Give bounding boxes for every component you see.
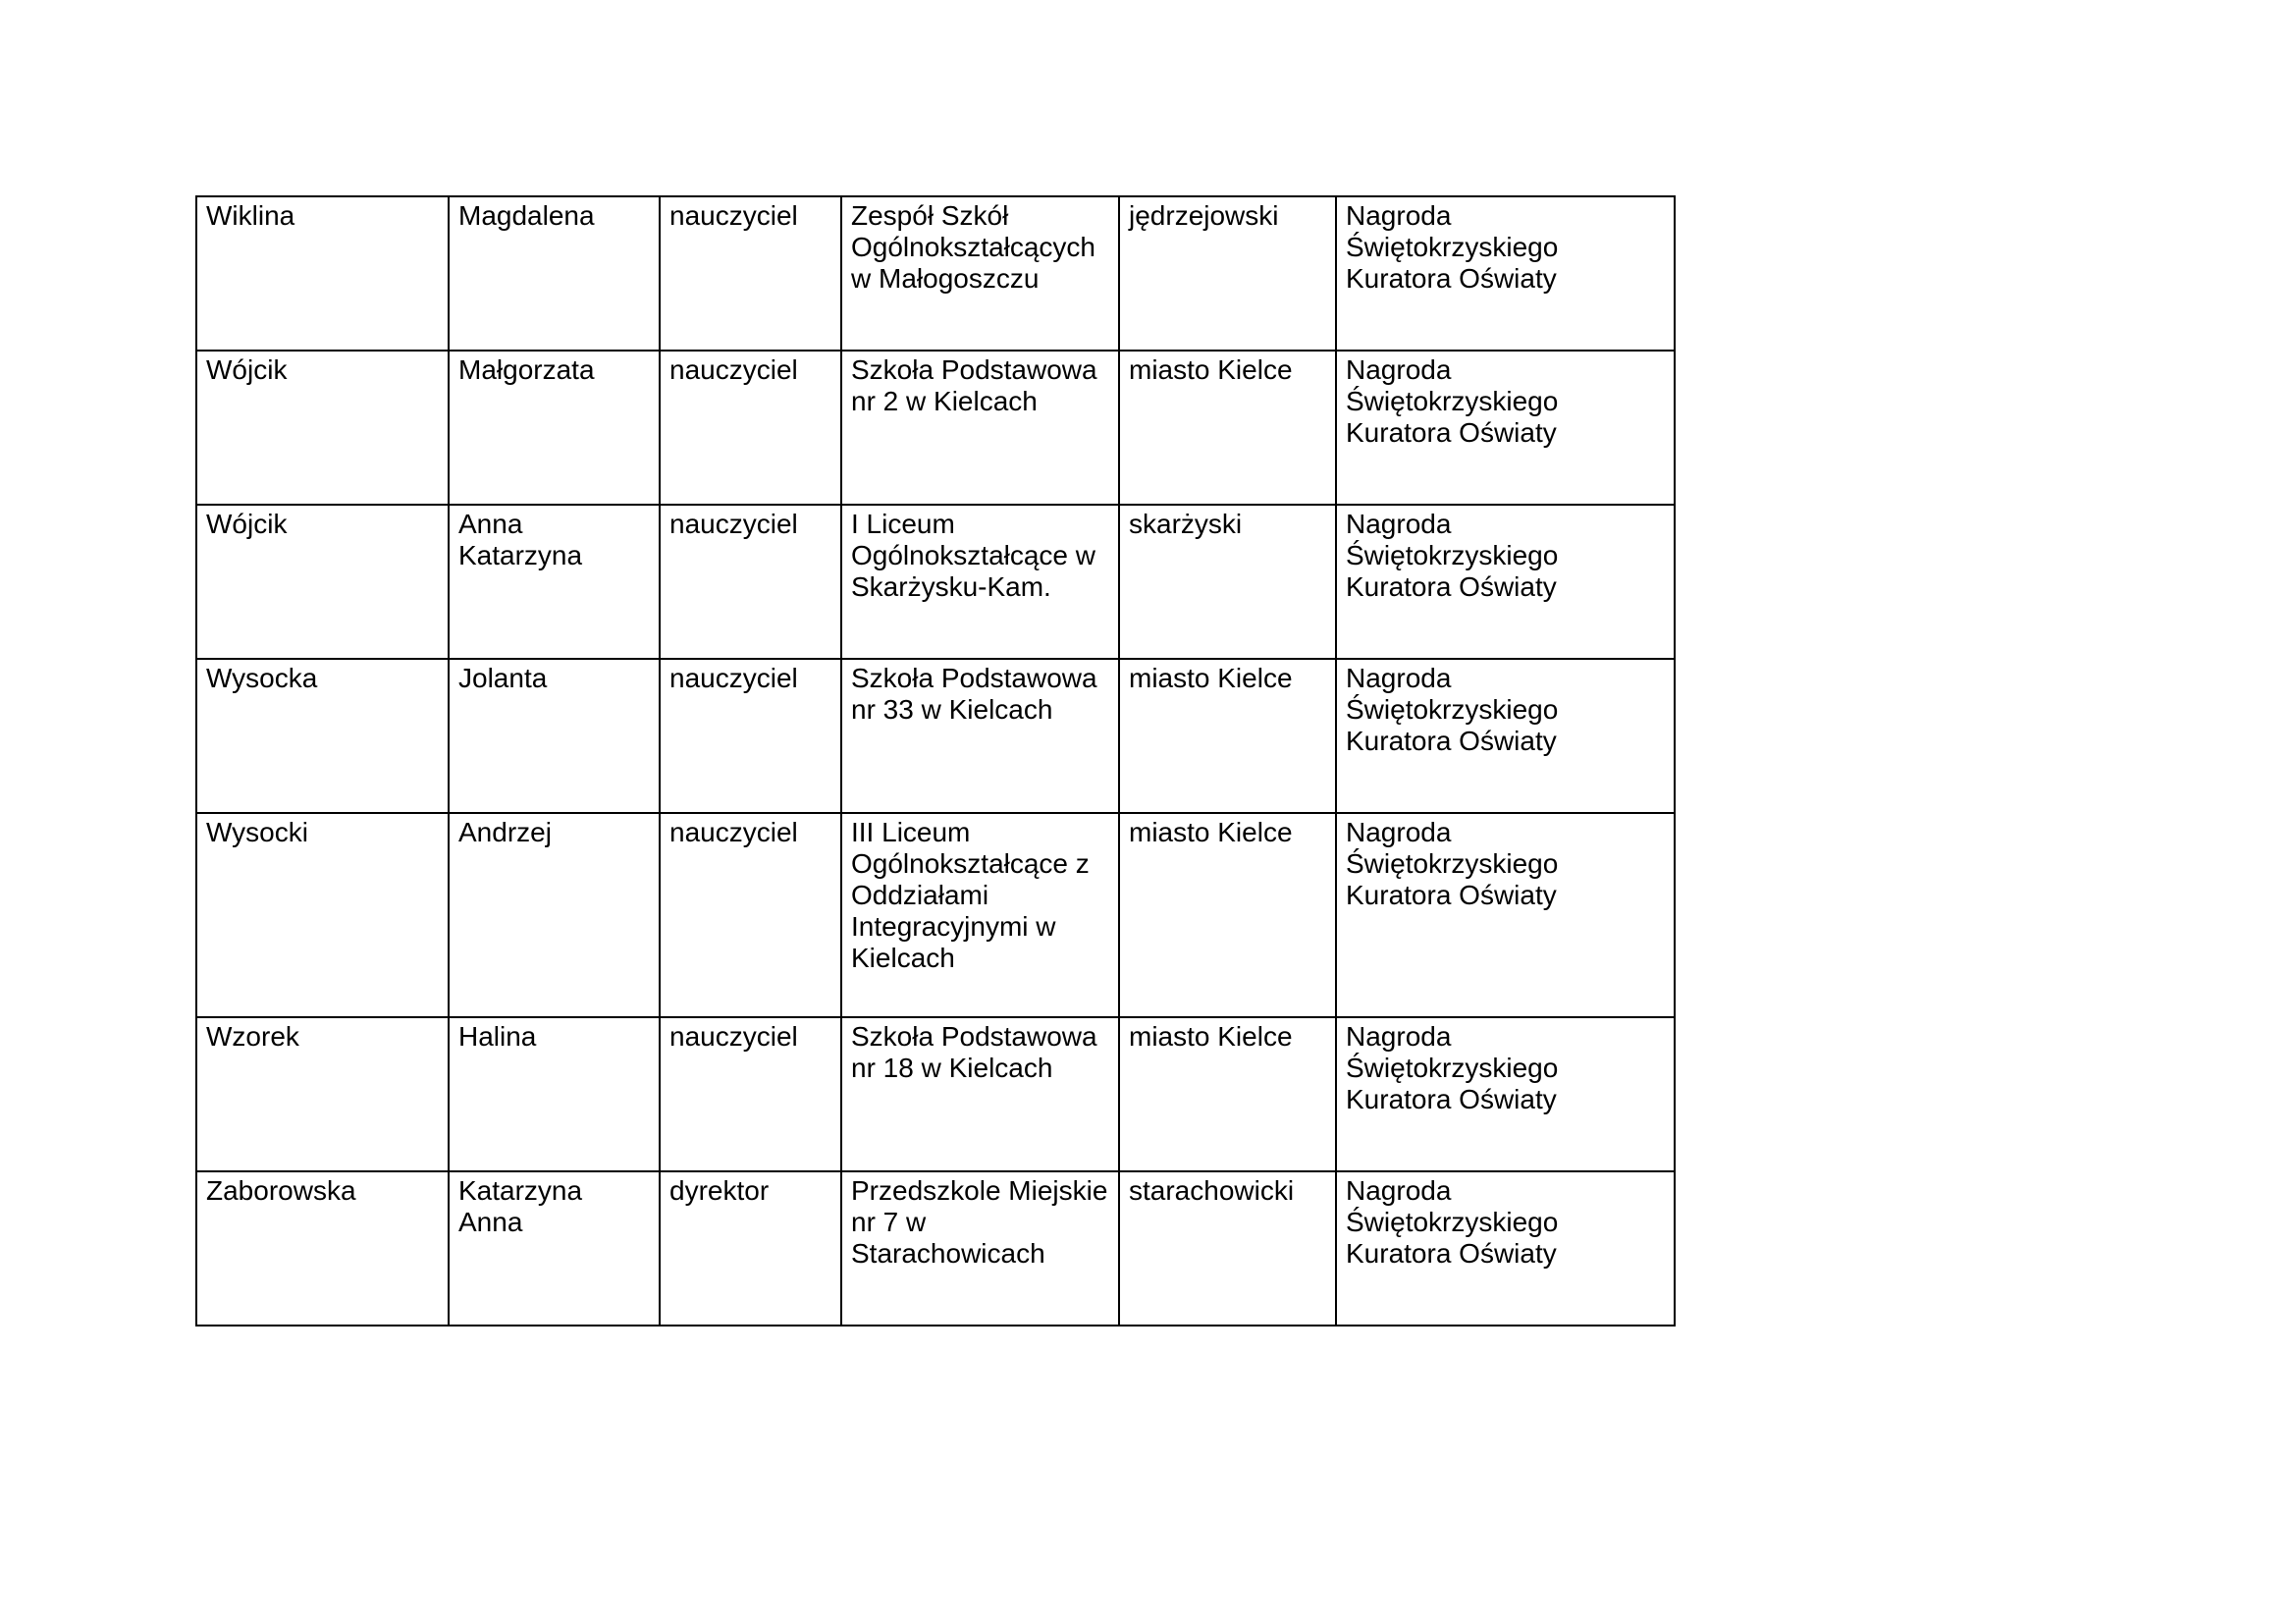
- position-cell: nauczyciel: [660, 505, 841, 659]
- table-row: [196, 505, 1675, 659]
- surname-cell: Wysocki: [196, 813, 449, 1017]
- surname-cell: Wiklina: [196, 196, 449, 351]
- position-cell: nauczyciel: [660, 1017, 841, 1171]
- district-cell: miasto Kielce: [1119, 351, 1336, 505]
- school-cell: Zespół Szkół Ogólnokształcących w Małogoszczu: [841, 196, 1119, 351]
- school-cell: III Liceum Ogólnokształcące z Oddziałami Integracyjnymi w Kielcach: [841, 813, 1119, 1017]
- award-cell: Nagroda Świętokrzyskiego Kuratora Oświaty: [1336, 659, 1675, 813]
- first-name-cell: Halina: [449, 1017, 660, 1171]
- award-cell: Nagroda Świętokrzyskiego Kuratora Oświaty: [1336, 813, 1675, 1017]
- first-name-cell: Jolanta: [449, 659, 660, 813]
- first-name-cell: Magdalena: [449, 196, 660, 351]
- district-cell: skarżyski: [1119, 505, 1336, 659]
- surname-cell: Wójcik: [196, 505, 449, 659]
- award-cell: Nagroda Świętokrzyskiego Kuratora Oświaty: [1336, 196, 1675, 351]
- school-cell: Szkoła Podstawowa nr 18 w Kielcach: [841, 1017, 1119, 1171]
- position-cell: nauczyciel: [660, 351, 841, 505]
- award-cell: Nagroda Świętokrzyskiego Kuratora Oświaty: [1336, 1017, 1675, 1171]
- table-row: [196, 196, 1675, 351]
- surname-cell: Wysocka: [196, 659, 449, 813]
- school-cell: I Liceum Ogólnokształcące w Skarżysku-Kam.: [841, 505, 1119, 659]
- first-name-cell: Katarzyna Anna: [449, 1171, 660, 1326]
- surname-cell: Zaborowska: [196, 1171, 449, 1326]
- first-name-cell: Małgorzata: [449, 351, 660, 505]
- position-cell: nauczyciel: [660, 813, 841, 1017]
- awards-table: [195, 195, 1676, 1326]
- table-row: [196, 659, 1675, 813]
- district-cell: miasto Kielce: [1119, 1017, 1336, 1171]
- surname-cell: Wójcik: [196, 351, 449, 505]
- district-cell: miasto Kielce: [1119, 813, 1336, 1017]
- school-cell: Szkoła Podstawowa nr 2 w Kielcach: [841, 351, 1119, 505]
- award-cell: Nagroda Świętokrzyskiego Kuratora Oświaty: [1336, 1171, 1675, 1326]
- award-cell: Nagroda Świętokrzyskiego Kuratora Oświaty: [1336, 505, 1675, 659]
- position-cell: nauczyciel: [660, 196, 841, 351]
- table-row: [196, 1171, 1675, 1326]
- school-cell: Przedszkole Miejskie nr 7 w Starachowicach: [841, 1171, 1119, 1326]
- award-cell: Nagroda Świętokrzyskiego Kuratora Oświaty: [1336, 351, 1675, 505]
- district-cell: miasto Kielce: [1119, 659, 1336, 813]
- table-row: [196, 351, 1675, 505]
- surname-cell: Wzorek: [196, 1017, 449, 1171]
- position-cell: nauczyciel: [660, 659, 841, 813]
- first-name-cell: Anna Katarzyna: [449, 505, 660, 659]
- position-cell: dyrektor: [660, 1171, 841, 1326]
- school-cell: Szkoła Podstawowa nr 33 w Kielcach: [841, 659, 1119, 813]
- district-cell: starachowicki: [1119, 1171, 1336, 1326]
- first-name-cell: Andrzej: [449, 813, 660, 1017]
- table-row: [196, 1017, 1675, 1171]
- district-cell: jędrzejowski: [1119, 196, 1336, 351]
- table-row: [196, 813, 1675, 1017]
